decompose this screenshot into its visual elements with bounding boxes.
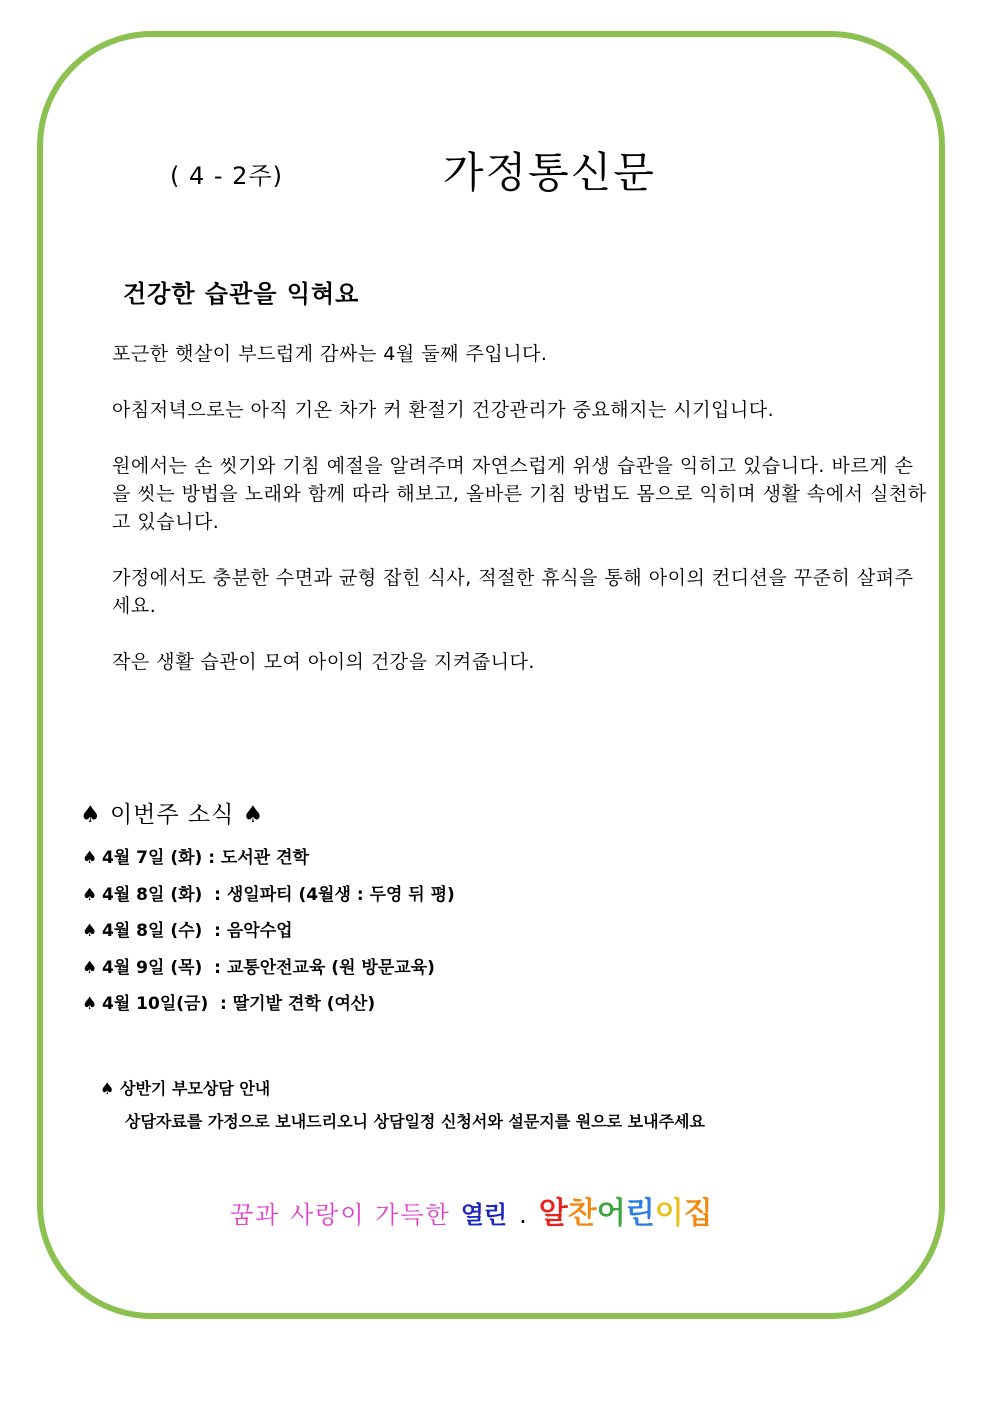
consult-text: 상담자료를 가정으로 보내드리오니 상담일정 신청서와 설문지를 원으로 보내주세요 (125, 1112, 705, 1131)
news-item-text: 4월 7일 (화) : 도서관 견학 (102, 848, 309, 868)
paragraph: 가정에서도 충분한 수면과 균형 잡힌 식사, 적절한 휴식을 통해 아이의 컨디션을 꾸준히 살펴주세요. (112, 567, 914, 617)
slogan-open: 열린 (460, 1201, 508, 1229)
consult-title: 상반기 부모상담 안내 (120, 1079, 271, 1098)
news-heading-text: 이번주 소식 (109, 802, 235, 828)
logo-char: 이 (654, 1196, 684, 1231)
spade-icon: ♠ (82, 994, 98, 1014)
news-list (82, 843, 455, 1026)
logo-char: 찬 (567, 1196, 597, 1231)
spade-icon: ♠ (242, 802, 265, 828)
spade-icon: ♠ (82, 848, 98, 868)
article-body (112, 340, 932, 704)
spade-icon: ♠ (82, 884, 98, 905)
spade-icon: ♠ (100, 1079, 115, 1098)
paragraph: 포근한 햇살이 부드럽게 감싸는 4월 둘째 주입니다. (112, 343, 548, 365)
slogan-dot: . (519, 1201, 527, 1229)
logo-char: 알 (538, 1196, 568, 1231)
page-title: 가정통신문 (443, 148, 656, 197)
list-item (82, 843, 455, 880)
list-item (82, 953, 455, 990)
school-logo-text (538, 1196, 713, 1231)
paragraph: 작은 생활 습관이 모여 아이의 건강을 지켜줍니다. (112, 651, 535, 673)
news-heading (80, 796, 264, 829)
week-label: ( 4 - 2주) (170, 162, 283, 190)
list-item (82, 916, 455, 953)
slogan-text: 꿈과 사랑이 가득한 (230, 1201, 451, 1229)
spade-icon: ♠ (82, 921, 98, 941)
consult-notice (100, 1076, 705, 1132)
logo-char: 린 (625, 1196, 655, 1231)
news-item-text: 4월 10일(금) : 딸기밭 견학 (여산) (102, 994, 376, 1014)
spade-icon: ♠ (82, 957, 98, 978)
logo-char: 집 (683, 1196, 713, 1231)
paragraph: 원에서는 손 씻기와 기침 예절을 알려주며 자연스럽게 위생 습관을 익히고 있습니다. 바르게 손을 씻는 방법을 노래와 함께 따라 해보고, 올바른 기침 방법도 몸으로 익히며 생활 속에서 실천하고 있습니다. (112, 455, 927, 533)
paragraph: 아침저녁으로는 아직 기온 차가 커 환절기 건강관리가 중요해지는 시기입니다. (112, 399, 775, 421)
news-item-text: 4월 8일 (수) : 음악수업 (102, 921, 293, 941)
list-item (82, 989, 455, 1026)
news-item-text: 4월 8일 (화) : 생일파티 (4월생 : 두영 뒤 평) (102, 884, 455, 905)
spade-icon: ♠ (80, 802, 102, 828)
footer-slogan (230, 1188, 713, 1232)
article-heading: 건강한 습관을 익혀요 (123, 280, 360, 308)
logo-char: 어 (596, 1196, 626, 1231)
list-item (82, 880, 455, 917)
news-item-text: 4월 9일 (목) : 교통안전교육 (원 방문교육) (102, 957, 435, 978)
